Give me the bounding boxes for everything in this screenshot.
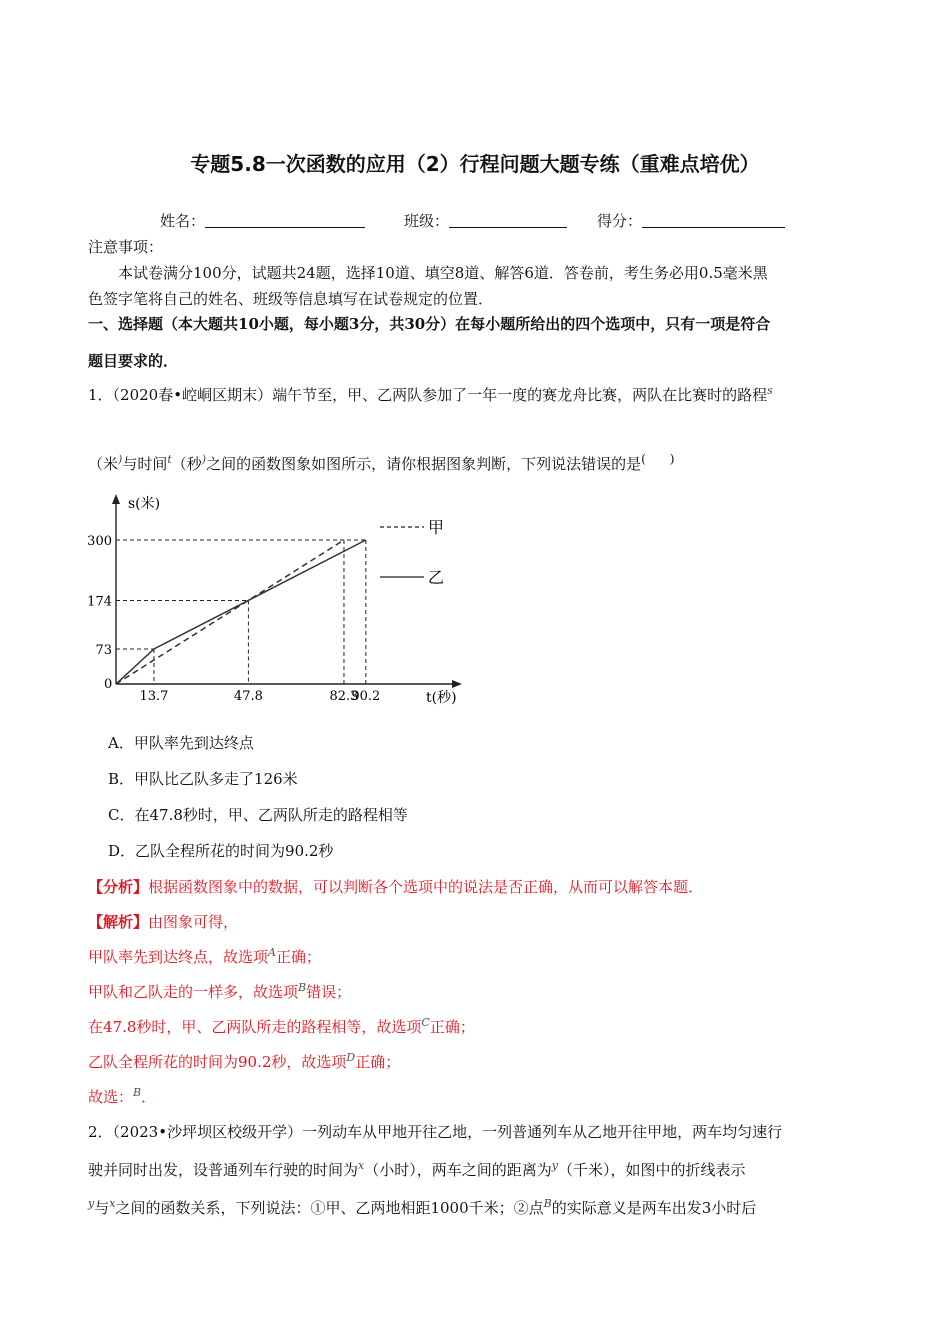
y-tick-label: 300 bbox=[87, 534, 112, 549]
solution-intro: 【解析】由图象可得， bbox=[88, 913, 239, 931]
option-a[interactable]: A．甲队率先到达终点 bbox=[108, 734, 254, 752]
x-tick-label: 13.7 bbox=[139, 689, 169, 704]
notes-line-2: 色签字笔将自己的姓名、班级等信息填写在试卷规定的位置． bbox=[88, 290, 494, 308]
question-2-stem: 2．（2023•沙坪坝区校级开学）一列动车从甲地开往乙地，一列普通列车从乙地开往甲地，两车均匀速行 bbox=[88, 1123, 783, 1141]
notes-line-1: 本试卷满分100分，试题共24题，选择10道、填空8道、解答6道．答卷前，考生务必用0.5毫米黑 bbox=[118, 264, 768, 282]
y-axis-arrow bbox=[112, 494, 120, 504]
question-1-stem-2: （米)与时间$^t$（秒)之间的函数图象如图所示，请你根据图象判断，下列说法错误的是( ) bbox=[88, 452, 675, 473]
legend-yi-label: 乙 bbox=[428, 568, 445, 587]
x-axis-arrow bbox=[452, 680, 462, 688]
series-乙 bbox=[116, 540, 366, 684]
solution-line-d: 乙队全程所花的时间为90.2秒，故选项$^D$正确； bbox=[88, 1051, 401, 1071]
question-2-stem-3: $^y$与$^x$之间的函数关系，下列说法：①甲、乙两地相距1000千米；②点$^B$的实际意义是两车出发3小时后 bbox=[88, 1197, 757, 1217]
solution-line-c: 在47.8秒时，甲、乙两队所走的路程相等，故选项$^C$正确； bbox=[88, 1016, 475, 1036]
x-tick-label: 90.2 bbox=[351, 689, 381, 704]
class-field[interactable]: 班级： bbox=[404, 210, 567, 231]
notes-heading: 注意事项： bbox=[88, 238, 164, 256]
y-tick-label: 174 bbox=[87, 594, 112, 610]
series-甲 bbox=[116, 540, 344, 684]
solution-line-b: 甲队和乙队走的一样多，故选项$^B$错误； bbox=[88, 981, 352, 1001]
score-field[interactable]: 得分： bbox=[597, 210, 785, 231]
y-tick-label: 73 bbox=[95, 642, 112, 658]
option-c[interactable]: C．在47.8秒时，甲、乙两队所走的路程相等 bbox=[108, 806, 408, 824]
answer: 故选：$^B$． bbox=[88, 1086, 157, 1106]
name-blank[interactable] bbox=[205, 213, 365, 228]
origin-label: 0 bbox=[104, 677, 113, 692]
section-heading: 一、选择题（本大题共10小题，每小题3分，共30分）在每小题所给出的四个选项中，只有一项是符合 bbox=[88, 315, 771, 333]
question-2-stem-2: 驶并同时出发，设普通列车行驶的时间为$^x$（小时），两车之间的距离为$^y$（千米），如图中的折线表示 bbox=[88, 1159, 746, 1179]
distance-time-chart bbox=[84, 488, 484, 718]
name-field[interactable]: 姓名： bbox=[160, 210, 365, 231]
x-tick-label: 47.8 bbox=[233, 689, 263, 704]
option-b[interactable]: B．甲队比乙队多走了126米 bbox=[108, 770, 298, 788]
legend-jia-label: 甲 bbox=[428, 518, 445, 537]
option-d[interactable]: D．乙队全程所花的时间为90.2秒 bbox=[108, 842, 334, 860]
section-heading-2: 题目要求的． bbox=[88, 352, 179, 370]
y-axis-label: s(米) bbox=[128, 496, 161, 512]
solution-line-a: 甲队率先到达终点，故选项$^A$正确； bbox=[88, 946, 321, 966]
page-title: 专题5.8一次函数的应用（2）行程问题大题专练（重难点培优） bbox=[190, 152, 760, 176]
x-tick-label: 82.3 bbox=[329, 689, 359, 704]
analysis: 【分析】根据函数图象中的数据，可以判断各个选项中的说法是否正确，从而可以解答本题． bbox=[88, 878, 704, 896]
x-axis-label: t(秒) bbox=[426, 690, 457, 706]
class-blank[interactable] bbox=[449, 213, 567, 228]
question-1-stem: 1．（2020春•崆峒区期末）端午节至，甲、乙两队参加了一年一度的赛龙舟比赛，两队在比赛时的路程$^s$ bbox=[88, 384, 773, 404]
score-blank[interactable] bbox=[642, 213, 785, 228]
